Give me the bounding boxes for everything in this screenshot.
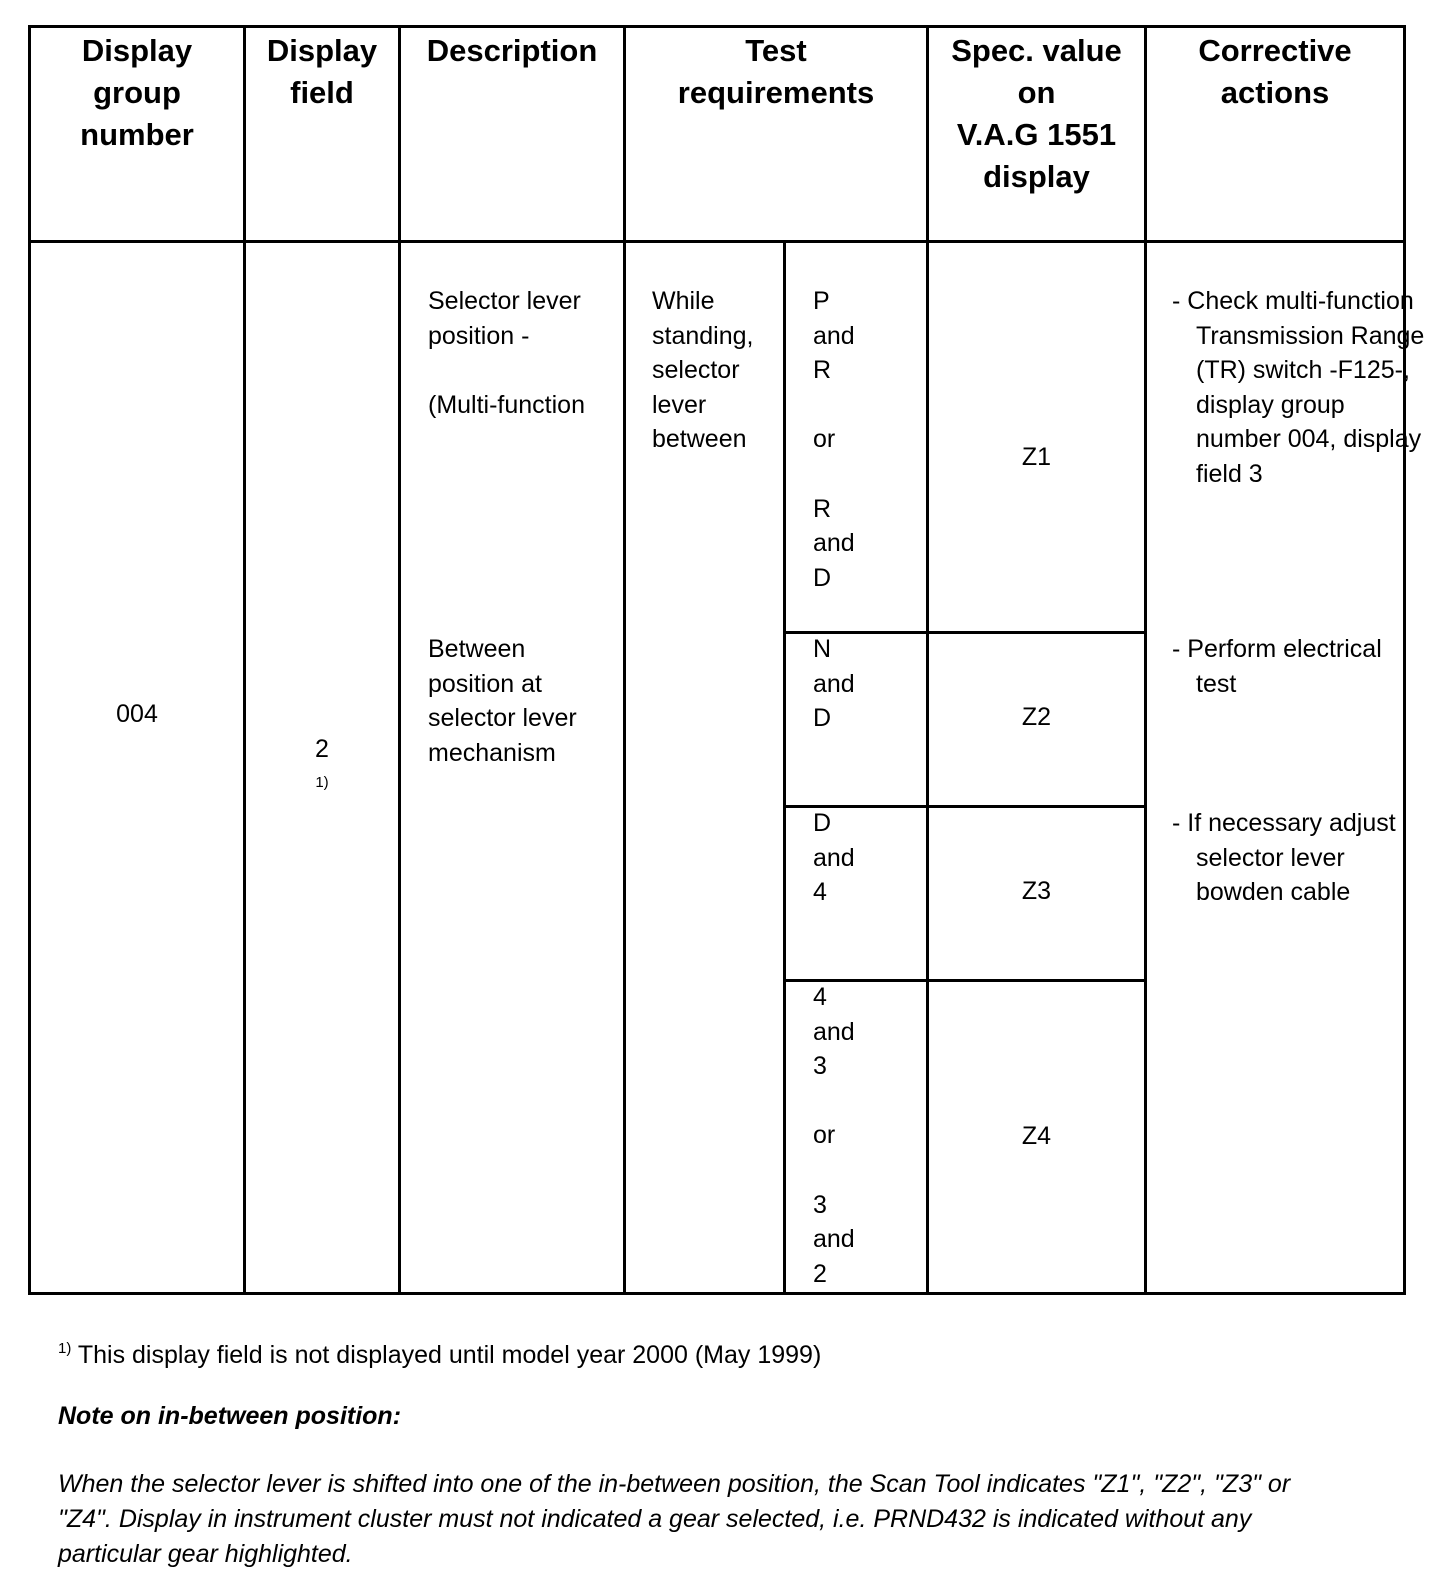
header-display-field: Display field	[266, 33, 378, 110]
gear-positions-z2: N and D	[813, 635, 855, 733]
footnote	[58, 1334, 821, 1370]
table-border-top	[28, 25, 1406, 28]
col-divider-4	[926, 25, 929, 1295]
table-header-divider	[28, 240, 1406, 243]
display-field-footnote-marker: 1)	[315, 774, 329, 792]
note-title: Note on in-between position:	[58, 1402, 402, 1430]
corrective-action-check-tr-switch: - Check multi-function Transmission Range (TR) switch -F125-, display group number 004, display field 3	[1172, 287, 1425, 488]
header-description: Description	[426, 33, 598, 68]
header-display-group-number: Display group number	[80, 33, 194, 152]
col-divider-2	[398, 25, 401, 1295]
header-test-requirements: Test requirements	[677, 33, 875, 110]
gear-positions-z1: P and R or R and D	[813, 287, 855, 592]
note-body: When the selector lever is shifted into one of the in-between position, the Scan Tool indicates "Z1", "Z2", "Z3" or "Z4". Display in instrument cluster must not indicated a gear selected, i.e. PRND432 is indicated without any particular gear highlighted.	[58, 1470, 1291, 1568]
col-divider-3	[623, 25, 626, 1295]
header-corrective-actions: Corrective actions	[1198, 33, 1352, 110]
gear-positions-z3: D and 4	[813, 809, 855, 907]
test-condition: While standing, selector lever between	[652, 287, 754, 454]
description-between-position: Between position at selector lever mechanism	[428, 635, 577, 767]
description-selector-lever-position: Selector lever position - (Multi-function	[428, 287, 585, 419]
table-border-left	[28, 25, 31, 1295]
spec-value-z1: Z1	[1021, 443, 1052, 471]
corrective-action-electrical-test: - Perform electrical test	[1172, 635, 1382, 698]
footnote-text: This display field is not displayed until model year 2000 (May 1999)	[71, 1341, 822, 1369]
table-border-bottom	[28, 1292, 1406, 1295]
header-spec-value: Spec. value on V.A.G 1551 display	[951, 33, 1122, 194]
spec-value-z3: Z3	[1021, 877, 1052, 905]
corrective-action-adjust-cable: - If necessary adjust selector lever bowden cable	[1172, 809, 1396, 907]
gear-positions-z4: 4 and 3 or 3 and 2	[813, 983, 855, 1288]
col-divider-1	[243, 25, 246, 1295]
spec-value-z2: Z2	[1021, 703, 1052, 731]
display-field-value	[246, 697, 398, 807]
group-number-value: 004	[116, 700, 158, 728]
col-divider-5	[1144, 25, 1147, 1295]
footnote-marker: 1)	[58, 1340, 72, 1357]
col-divider-test-sub	[783, 240, 786, 1295]
spec-value-z4: Z4	[1021, 1122, 1052, 1150]
display-field-number: 2	[315, 734, 329, 763]
